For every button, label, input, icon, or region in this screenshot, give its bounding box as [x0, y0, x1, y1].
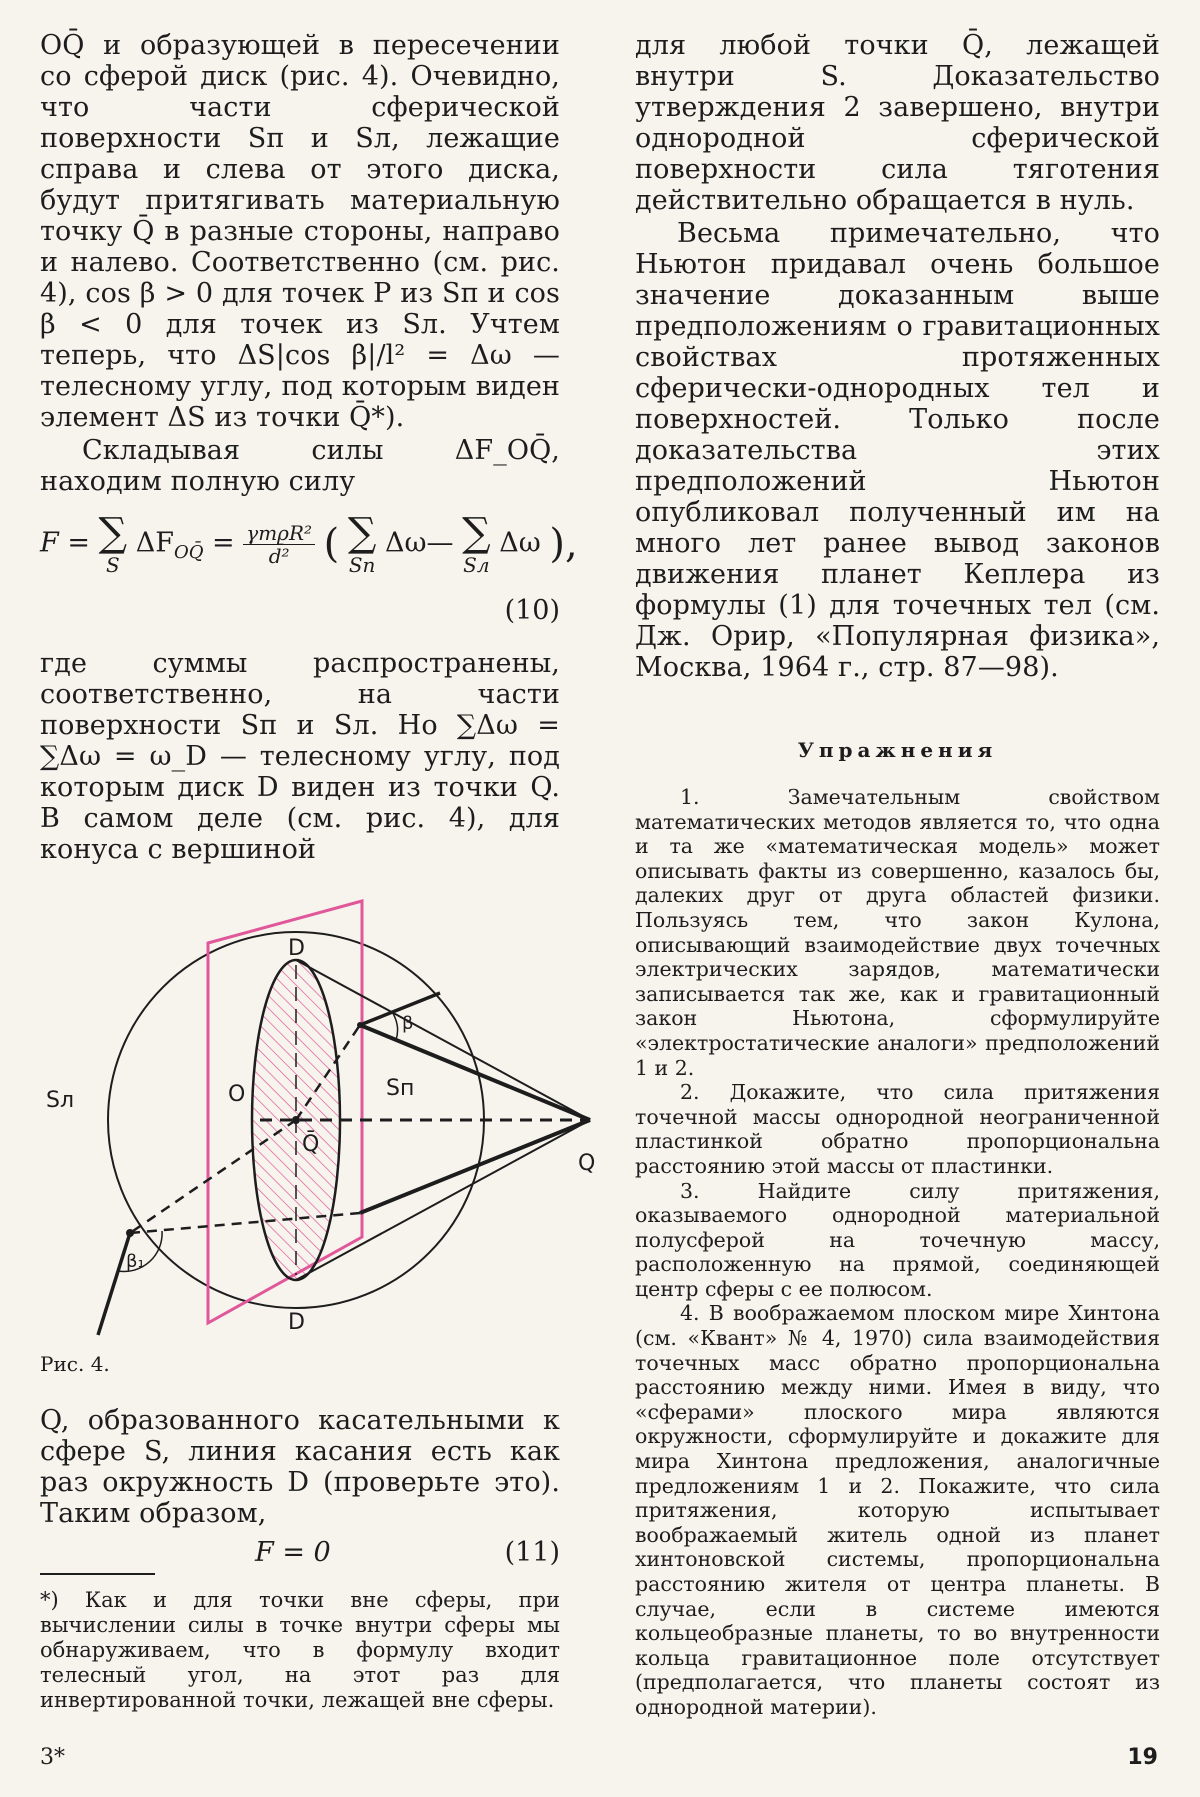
line-to-q-upper: [360, 1025, 590, 1120]
sum-sub-sl: Sл: [463, 553, 490, 577]
exercise-item: 2. Докажите, что сила притяжения точечной массы однородной неограниченной пластинкой обратно пропорциональна расстоянию этой массы от пластинки.: [635, 1080, 1160, 1178]
footnote-rule: [40, 1573, 155, 1575]
signature-mark: 3*: [40, 1745, 65, 1770]
left-column-lower: [40, 1405, 560, 1573]
sum-over-sl: ∑ Sл: [462, 510, 491, 577]
exercise-item: 3. Найдите силу притяжения, оказываемого однородной материальной полусферой на точечную массу, расположенную на прямой, соединяющей центр сферы с ее полюсом.: [635, 1178, 1160, 1301]
formula-11-text: F = 0: [255, 1537, 331, 1568]
formula-10-term1: ΔF: [135, 527, 174, 559]
formula-10-term1-sub: OQ̄: [173, 541, 204, 563]
paren-open: (: [323, 521, 340, 567]
normal-lower: [98, 1233, 130, 1335]
exercise-item: 1. Замечательным свойством математических методов является то, что одна и та же «математическая модель» может описывать факты из совершенно, казалось бы, далеких друг от друга областей физики. Пользуясь тем, что закон Кулона, описывающий взаимодействие двух точечных электрических зарядов, математически записывается так же, как и гравитационный закон Ньютона, сформулируйте «электростатические аналоги» предположений 1 и 2.: [635, 785, 1160, 1080]
exercise-item: 4. В воображаемом плоском мире Хинтона (см. «Квант» № 4, 1970) сила взаимодействия точечных масс обратно пропорциональна расстоянию между ними. Имея в виду, что «сферами» плоского мира являются окружности, сформулируйте и докажите для мира Хинтона предложения, аналогичные предложениям 1 и 2. Покажите, что сила притяжения, которую испытывает воображаемый житель одной из планет хинтоновской системы, пропорциональна расстоянию жителя от центра планеты. В случае, если в системе имеются кольцеобразные планеты, то во внутренности кольца гравитационное поле отсутствует (предполагается, что планеты состоят из однородной материи).: [635, 1301, 1160, 1719]
left-column: [40, 30, 578, 865]
formula-10-lhs: F =: [40, 527, 90, 559]
right-column: [635, 30, 1160, 683]
sum-over-s: ∑ S: [98, 510, 128, 577]
label-q-bar: Q̄: [302, 1132, 320, 1157]
label-o: O: [228, 1082, 246, 1107]
formula-10-eq: =: [212, 527, 235, 559]
formula-10-dw2: Δω: [499, 527, 541, 559]
formula-10-body: [40, 510, 578, 577]
footnote: *) Как и для точки вне сферы, при вычислении силы в точке внутри сферы мы обнаруживаем, что в формулу входит телесный угол, на этот раз для инвертированной точки, лежащей вне сферы.: [40, 1588, 560, 1712]
label-d-bottom: D: [288, 1310, 305, 1335]
formula-10-number: (10): [504, 595, 560, 626]
label-s-right: Sп: [386, 1076, 415, 1101]
left-paragraph-2: Складывая силы ΔF_OQ̄, находим полную силу: [40, 435, 560, 497]
left-paragraph-1: OQ̄ и образующей в пересечении со сферой диск (рис. 4). Очевидно, что части сферической поверхности Sп и Sл, лежащие справа и слева от этого диска, будут притягивать материальную точку Q̄ в разные стороны, направо и налево. Соответственно (см. рис. 4), cos β > 0 для точек P из Sп и cos β < 0 для точек из Sл. Учтем теперь, что ΔS|cos β|/l² = Δω — телесному углу, под которым виден элемент ΔS из точки Q̄*).: [40, 30, 560, 433]
figure-caption: Рис. 4.: [40, 1352, 110, 1376]
line-to-q-lower: [360, 1120, 590, 1213]
formula-11-number: (11): [504, 1537, 560, 1568]
formula-10: [40, 510, 578, 587]
label-d-top: D: [288, 936, 305, 961]
figure-4-diagram: [40, 895, 600, 1365]
left-paragraph-3: где суммы распространены, соответственно, на части поверхности Sп и Sл. Но ∑Δω = ∑Δω = ω_D — телесному углу, под которым диск D виден из точки Q. В самом деле (см. рис. 4), для конуса с вершиной: [40, 648, 560, 865]
label-q: Q: [578, 1151, 596, 1176]
figure-4: [40, 895, 600, 1365]
label-beta: β: [402, 1013, 414, 1034]
fraction-denominator: d̄²: [268, 543, 290, 568]
label-beta1: β₁: [126, 1251, 145, 1272]
right-paragraph-1: для любой точки Q̄, лежащей внутри S. Доказательство утверждения 2 завершено, внутри однородной сферической поверхности сила тяготения действительно обращается в нуль.: [635, 30, 1160, 216]
label-s-left: Sл: [46, 1088, 75, 1113]
beta-arc: [392, 1012, 398, 1040]
page-number: 19: [1127, 1745, 1158, 1770]
point-o: [292, 1116, 300, 1124]
fraction-numerator: γmρR²: [243, 522, 315, 545]
formula-10-fraction: [243, 522, 315, 567]
right-paragraph-2: Весьма примечательно, что Ньютон придавал очень большое значение доказанным выше предположениям о гравитационных свойствах протяженных сферически-однородных тел и поверхностей. Только после доказательства этих предположений Ньютон опубликовал полученный им на много лет ранее вывод законов движения планет Кеплера из формулы (1) для точечных тел (см. Дж. Орир, «Популярная физика», Москва, 1964 г., стр. 87—98).: [635, 218, 1160, 683]
paren-close: ),: [549, 521, 578, 567]
sum-over-sp: ∑ Sп: [347, 510, 377, 577]
point-lower: [126, 1229, 134, 1237]
exercises-title: Упражнения: [797, 738, 998, 762]
sum-sub-sp: Sп: [348, 553, 376, 577]
point-upper: [357, 1022, 363, 1028]
left-paragraph-4: Q, образованного касательными к сфере S, линия касания есть как раз окружность D (проверьте это). Таким образом,: [40, 1405, 560, 1529]
formula-10-dw1: Δω—: [384, 527, 454, 559]
sum-sub-s: S: [105, 553, 120, 577]
formula-11: [40, 1537, 560, 1573]
normal-upper: [360, 993, 440, 1025]
exercises-list: [635, 785, 1160, 1720]
